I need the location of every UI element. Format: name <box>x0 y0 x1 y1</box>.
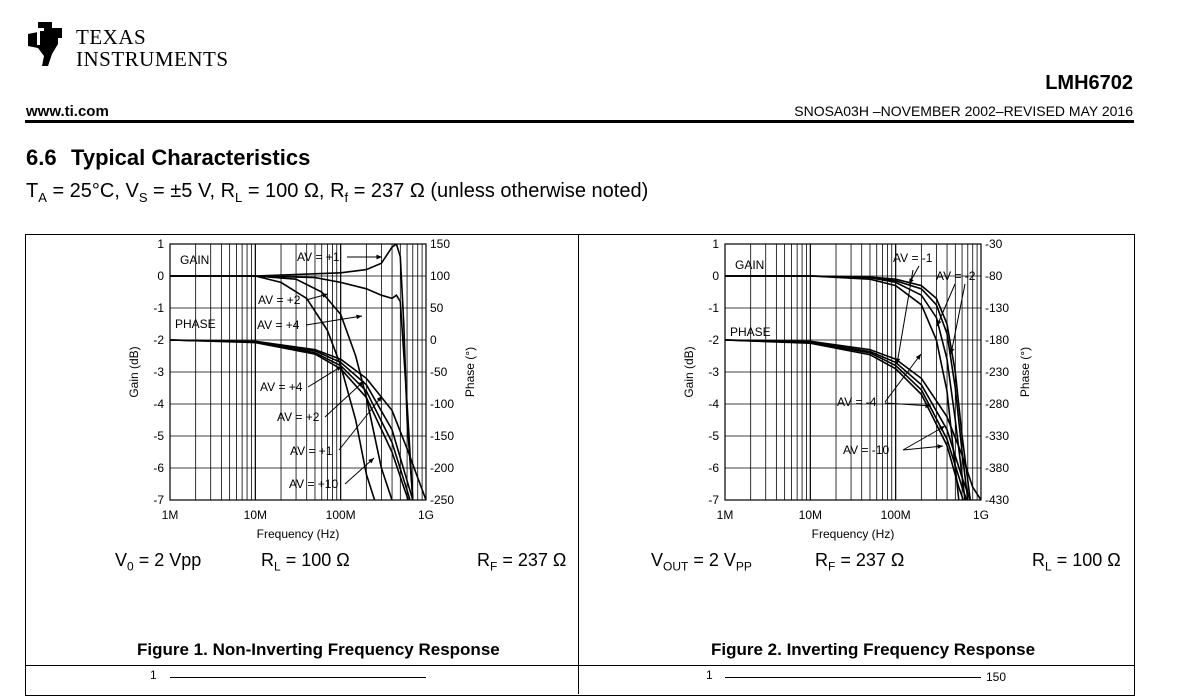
fig2-annot-av-4: AV = -4 <box>837 395 877 409</box>
fig2-y-axis-label: Gain (dB) <box>682 346 696 398</box>
fig2-y2-tick-label: -180 <box>985 333 1010 347</box>
fig2-cond-rl: $R_L = 100$ Ω <box>1032 550 1121 574</box>
fig1-y-tick-label: -6 <box>153 461 164 475</box>
fig2-y-tick-label: 1 <box>712 237 719 251</box>
fig2-cond-vout: $V_{OUT} = 2$ $V_{PP}$ <box>651 550 752 574</box>
fig1-x-tick-label: 100M <box>325 508 356 522</box>
fig2-x-tick-label: 10M <box>798 508 823 522</box>
fig2-y2-tick-label: -430 <box>985 493 1010 507</box>
fig2-series-phase-4 <box>725 340 981 500</box>
fig2-y-tick-label: 0 <box>712 269 719 283</box>
row-divider <box>25 665 1134 666</box>
fig1-y2-tick-label: -100 <box>430 397 455 411</box>
fig1-annot-phase-av1: AV = +1 <box>290 444 333 458</box>
fig1-y2-tick-label: -50 <box>430 365 448 379</box>
figure-1-caption: Figure 1. Non-Inverting Frequency Response <box>137 640 500 659</box>
fig1-annot-phase-av2: AV = +2 <box>277 410 320 424</box>
ti-logo-icon <box>24 20 72 68</box>
fig2-arrow-av-2b <box>951 284 965 354</box>
fig2-y-tick-label: -1 <box>708 301 719 315</box>
fig2-series-phase-7 <box>725 340 963 500</box>
fig1-y-tick-label: -7 <box>153 493 164 507</box>
section-title: Typical Characteristics <box>71 145 311 170</box>
test-conditions: $T_A = 25^\circ C$, $V_S = \pm 5$ V, $R_L = 100$ Ω, $R_f = 237$ Ω (unless otherwise noted) <box>26 180 649 205</box>
fig2-y2-tick-label: -130 <box>985 301 1010 315</box>
fig1-y2-tick-label: 0 <box>430 333 437 347</box>
figure-2-chart <box>675 236 1035 548</box>
fig1-y-tick-label: -3 <box>153 365 164 379</box>
fig1-y2-tick-label: -250 <box>430 493 455 507</box>
fig1-x-tick-label: 1G <box>417 508 435 522</box>
fig2-y-tick-label: -4 <box>708 397 719 411</box>
fig2-annot-av-2: AV = -2 <box>936 269 976 283</box>
fig1-arrow-gain-av4 <box>306 316 362 325</box>
ti-logo <box>24 20 234 72</box>
fig1-annot-phase-av10: AV = +10 <box>289 477 339 491</box>
fig2-y2-tick-label: -380 <box>985 461 1010 475</box>
fig2-y2-tick-label: -330 <box>985 429 1010 443</box>
fig1-y2-axis-label: Phase (°) <box>463 346 477 398</box>
fig1-annot-phase: PHASE <box>175 317 216 331</box>
fig1-arrow-phase-av10 <box>345 458 374 484</box>
fig2-y-tick-label: -6 <box>708 461 719 475</box>
fig1-x-tick-label: 10M <box>243 508 268 522</box>
fig2-annot-gain: GAIN <box>735 258 765 272</box>
fig2-series-gain-1 <box>725 276 970 500</box>
fig2-y-tick-label: -2 <box>708 333 719 347</box>
fig2-y2-axis-label: Phase (°) <box>1018 346 1032 398</box>
fig1-annot-gain: GAIN <box>180 253 210 267</box>
fig2-x-axis-label: Frequency (Hz) <box>811 527 895 541</box>
fig1-grid <box>170 244 426 500</box>
fig2-cond-rf: $R_F = 237$ Ω <box>815 550 905 574</box>
fig1-annot-gain-av4: AV = +4 <box>257 318 300 332</box>
figure-2-caption: Figure 2. Inverting Frequency Response <box>711 640 1036 659</box>
fig1-annot-phase-av4: AV = +4 <box>260 380 303 394</box>
figure-1-chart <box>120 236 480 548</box>
fig1-y-tick-label: -1 <box>153 301 164 315</box>
logo-line-2: INSTRUMENTS <box>76 47 229 71</box>
fig1-y-tick-label: 1 <box>157 237 164 251</box>
fig1-y2-tick-label: 100 <box>430 269 451 283</box>
fig2-y-tick-label: -7 <box>708 493 719 507</box>
fig1-y-tick-label: -5 <box>153 429 164 443</box>
fig2-annot-phase: PHASE <box>730 325 771 339</box>
document-id: SNOSA03H –NOVEMBER 2002–REVISED MAY 2016 <box>794 103 1133 119</box>
figure-divider <box>578 234 579 694</box>
fig2-y2-tick-label: -280 <box>985 397 1010 411</box>
fig1-cond-rf: $R_F = 237$ Ω <box>477 550 567 574</box>
fig1-y2-tick-label: 50 <box>430 301 444 315</box>
website[interactable]: www.ti.com <box>26 103 109 120</box>
fig1-annot-gain-av1: AV = +1 <box>297 250 340 264</box>
fig1-y-tick-label: 0 <box>157 269 164 283</box>
fig1-arrow-phase-av2 <box>325 381 364 417</box>
fig2-annot-av-1: AV = -1 <box>893 251 933 265</box>
fig1-annot-gain-av2: AV = +2 <box>258 293 301 307</box>
fig2-x-tick-label: 1G <box>972 508 990 522</box>
header-rule <box>25 120 1134 123</box>
fig1-y-axis-label: Gain (dB) <box>127 346 141 398</box>
part-number: LMH6702 <box>1045 72 1133 94</box>
section-heading <box>26 145 310 171</box>
logo-line-1: TEXAS <box>76 25 147 49</box>
fig1-y2-tick-label: 150 <box>430 237 451 251</box>
fig2-series-gain-2 <box>725 276 965 500</box>
fig2-series-phase-6 <box>725 340 967 500</box>
fig2-arrow-av-4a <box>885 354 921 402</box>
fig2-x-tick-label: 100M <box>880 508 911 522</box>
fig1-y2-tick-label: -150 <box>430 429 455 443</box>
section-number: 6.6 <box>26 145 57 170</box>
fig2-y-tick-label: -3 <box>708 365 719 379</box>
fig2-arrow-av-4a-head <box>916 354 921 360</box>
fig1-y-tick-label: -4 <box>153 397 164 411</box>
fig2-y2-tick-label: -80 <box>985 269 1003 283</box>
fig2-y2-tick-label: -230 <box>985 365 1010 379</box>
fig1-cond-rl: $R_L = 100$ Ω <box>261 550 350 574</box>
fig1-y-tick-label: -2 <box>153 333 164 347</box>
fig2-y2-tick-label: -30 <box>985 237 1003 251</box>
fig1-cond-vout: $V_0 = 2$ Vpp <box>115 550 202 574</box>
fig1-x-axis-label: Frequency (Hz) <box>256 527 340 541</box>
fig2-x-tick-label: 1M <box>716 508 734 522</box>
fig1-y2-tick-label: -200 <box>430 461 455 475</box>
fig1-x-tick-label: 1M <box>161 508 179 522</box>
fig1-arrow-gain-av4-head <box>356 315 362 320</box>
fig2-y-tick-label: -5 <box>708 429 719 443</box>
fig2-annot-av-10: AV = -10 <box>843 443 890 457</box>
